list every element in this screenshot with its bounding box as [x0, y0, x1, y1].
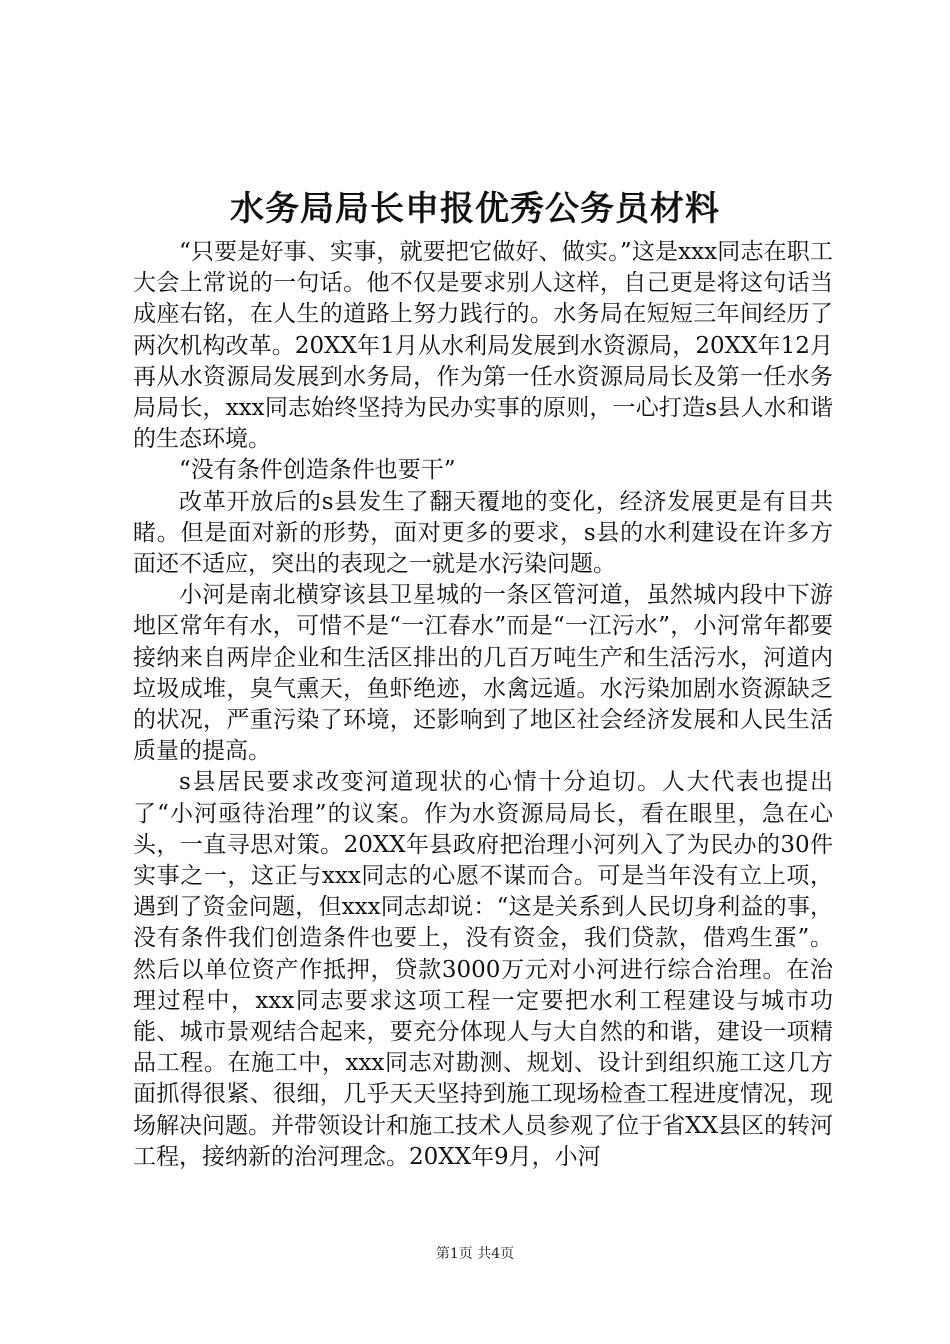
paragraph-governance: s县居民要求改变河道现状的心情十分迫切。人大代表也提出了“小河亟待治理”的议案。作为水资源局局长，看在眼里，急在心头，一直寻思对策。20XX年县政府把治理小河列入了为民办的30件实事之一，这正与xxx同志的心愿不谋而合。可是当年没有立上项，遇到了资金问题，但xxx同志却说：“这是关系到人民切身利益的事，没有条件我们创造条件也要上，没有资金，我们贷款，借鸡生蛋”。然后以单位资产作抵押，贷款3000万元对小河进行综合治理。在治理过程中，xxx同志要求这项工程一定要把水利工程建设与城市功能、城市景观结合起来，要充分体现人与大自然的和谐，建设一项精品工程。在施工中，xxx同志对勘测、规划、设计到组织施工这几方面抓得很紧、很细，几乎天天坚持到施工现场检查工程进度情况，现场解决问题。并带领设计和施工技术人员参观了位于省XX县区的转河工程，接纳新的治河理念。20XX年9月，小河	[133, 769, 833, 1170]
document-title: 水务局局长申报优秀公务员材料	[230, 189, 720, 229]
paragraph-river: 小河是南北横穿该县卫星城的一条区管河道，虽然城内段中下游地区常年有水，可惜不是“一江春水”而是“一江污水”，小河常年都要接纳来自两岸企业和生活区排出的几百万吨生产和生活污水，河道内垃圾成堆，臭气熏天，鱼虾绝迹，水禽远遁。水污染加剧水资源缺乏的状况，严重污染了环境，还影响到了地区社会经济发展和人民生活质量的提高。	[133, 582, 833, 765]
paragraph-subheading: “没有条件创造条件也要干”	[179, 457, 456, 484]
paragraph-intro: “只要是好事、实事，就要把它做好、做实。”这是xxx同志在职工大会上常说的一句话。他不仅是要求别人这样，自己更是将这句话当成座右铭，在人生的道路上努力践行的。水务局在短短三年间经历了两次机构改革。20XX年1月从水利局发展到水资源局，20XX年12月再从水资源局发展到水务局，作为第一任水资源局局长及第一任水务局局长，xxx同志始终坚持为民办实事的原则，一心打造s县人水和谐的生态环境。	[133, 239, 833, 453]
document-body	[133, 237, 833, 1173]
paragraph-reform: 改革开放后的s县发生了翻天覆地的变化，经济发展更是有目共睹。但是面对新的形势，面对更多的要求，s县的水利建设在许多方面还不适应，突出的表现之一就是水污染问题。	[133, 488, 833, 578]
page-footer: 第1页 共4页	[435, 1246, 515, 1262]
